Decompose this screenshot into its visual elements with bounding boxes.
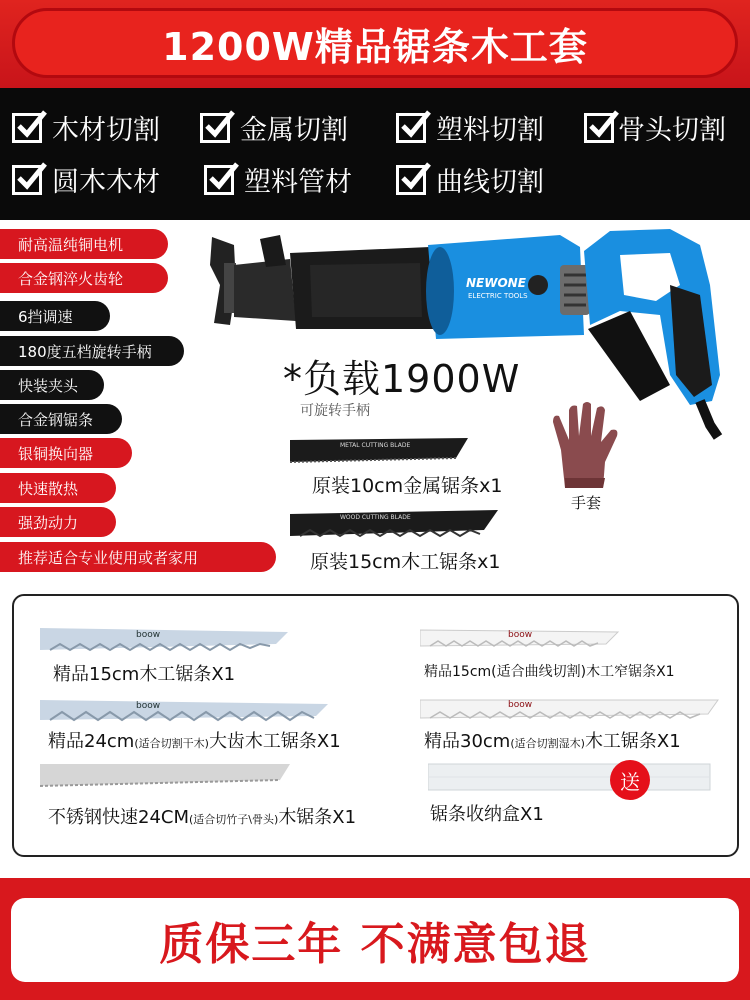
- warranty-banner: [11, 898, 739, 982]
- warranty-text: 质保三年 不满意包退: [159, 919, 591, 970]
- feature-item: [584, 108, 726, 147]
- glove-label: 手套: [571, 494, 602, 512]
- accessory-blade-print: boow: [508, 700, 533, 710]
- metal-blade-image: [290, 436, 470, 466]
- metal-blade-print: METAL CUTTING BLADE: [340, 442, 411, 449]
- accessory-label: 精品15cm木工锯条X1: [53, 664, 236, 685]
- accessory-label: 锯条收纳盒X1: [430, 804, 544, 825]
- accessory-label-main: 不锈钢快速24CM: [48, 807, 190, 828]
- brand-logo: [466, 276, 526, 290]
- metal-blade-label: 原装10cm金属锯条x1: [312, 475, 503, 497]
- accessory-label-note: (适合切割干木): [134, 737, 209, 750]
- feature-label: 金属切割: [240, 115, 348, 146]
- accessory-blade-print: boow: [136, 701, 161, 711]
- feature-tag: 强劲动力: [0, 507, 116, 537]
- glove-image: [547, 400, 627, 490]
- feature-item: [12, 108, 160, 147]
- accessory-label: [424, 727, 681, 753]
- checkbox-icon: [12, 113, 42, 143]
- wood-blade-label: 原装15cm木工锯条x1: [310, 551, 501, 573]
- brand-subtitle: ELECTRIC TOOLS: [468, 292, 528, 300]
- feature-tag: 耐高温纯铜电机: [0, 229, 168, 259]
- feature-tag: 银铜换向器: [0, 438, 132, 468]
- brand-name: NEWONE: [466, 276, 526, 290]
- title-bar: [0, 0, 750, 88]
- feature-label: 塑料管材: [244, 167, 352, 198]
- feature-label: 塑料切割: [436, 115, 544, 146]
- checkbox-icon: [200, 113, 230, 143]
- accessory-label-note: (适合切割湿木): [510, 737, 585, 750]
- checkbox-icon: [396, 113, 426, 143]
- accessory-label: [48, 803, 356, 829]
- checkbox-icon: [12, 165, 42, 195]
- feature-item: [12, 160, 160, 199]
- accessory-blade-image: [40, 760, 292, 790]
- accessory-label-main: 大齿木工锯条X1: [208, 731, 341, 752]
- gift-badge: 送: [610, 760, 650, 800]
- feature-label: 圆木木材: [52, 167, 160, 198]
- accessory-blade-print: boow: [136, 630, 161, 640]
- feature-label: 骨头切割: [618, 115, 726, 146]
- feature-panel: [0, 88, 750, 220]
- feature-tag: 合金钢淬火齿轮: [0, 263, 168, 293]
- accessory-blade-image: [40, 622, 290, 654]
- feature-tag: 180度五档旋转手柄: [0, 336, 184, 366]
- wood-blade-print: WOOD CUTTING BLADE: [340, 514, 411, 521]
- accessory-label-note: (适合切竹子\骨头): [189, 813, 279, 826]
- load-power-label: *负载1900W: [283, 357, 521, 401]
- accessory-blade-image: [40, 694, 330, 724]
- page-title: 1200W精品锯条木工套: [162, 24, 588, 69]
- accessory-label-main: 木锯条X1: [278, 807, 357, 828]
- feature-label: 木材切割: [52, 115, 160, 146]
- reciprocating-saw-illustration: [200, 225, 745, 450]
- feature-item: [200, 108, 348, 147]
- feature-tag: 快装夹头: [0, 370, 104, 400]
- feature-tag: 6挡调速: [0, 301, 110, 331]
- feature-item: [396, 108, 544, 147]
- accessory-label: 精品15cm(适合曲线切割)木工窄锯条X1: [424, 664, 675, 680]
- title-pill: [12, 8, 738, 78]
- checkbox-icon: [204, 165, 234, 195]
- feature-tag: 快速散热: [0, 473, 116, 503]
- wood-blade-image: [290, 508, 500, 538]
- accessory-blade-print: boow: [508, 630, 533, 640]
- rotating-handle-label: 可旋转手柄: [300, 403, 370, 419]
- accessory-label-main: 精品30cm: [424, 731, 511, 752]
- feature-tag: 合金钢锯条: [0, 404, 122, 434]
- accessory-label-main: 精品24cm: [48, 731, 135, 752]
- checkbox-icon: [396, 165, 426, 195]
- feature-item: [204, 160, 352, 199]
- accessory-label: [48, 727, 341, 753]
- storage-box-image: [428, 762, 712, 792]
- checkbox-icon: [584, 113, 614, 143]
- feature-item: [396, 160, 544, 199]
- feature-tag: 推荐适合专业使用或者家用: [0, 542, 276, 572]
- accessory-blade-image: [420, 694, 720, 722]
- feature-label: 曲线切割: [436, 167, 544, 198]
- accessory-label-main: 木工锯条X1: [584, 731, 681, 752]
